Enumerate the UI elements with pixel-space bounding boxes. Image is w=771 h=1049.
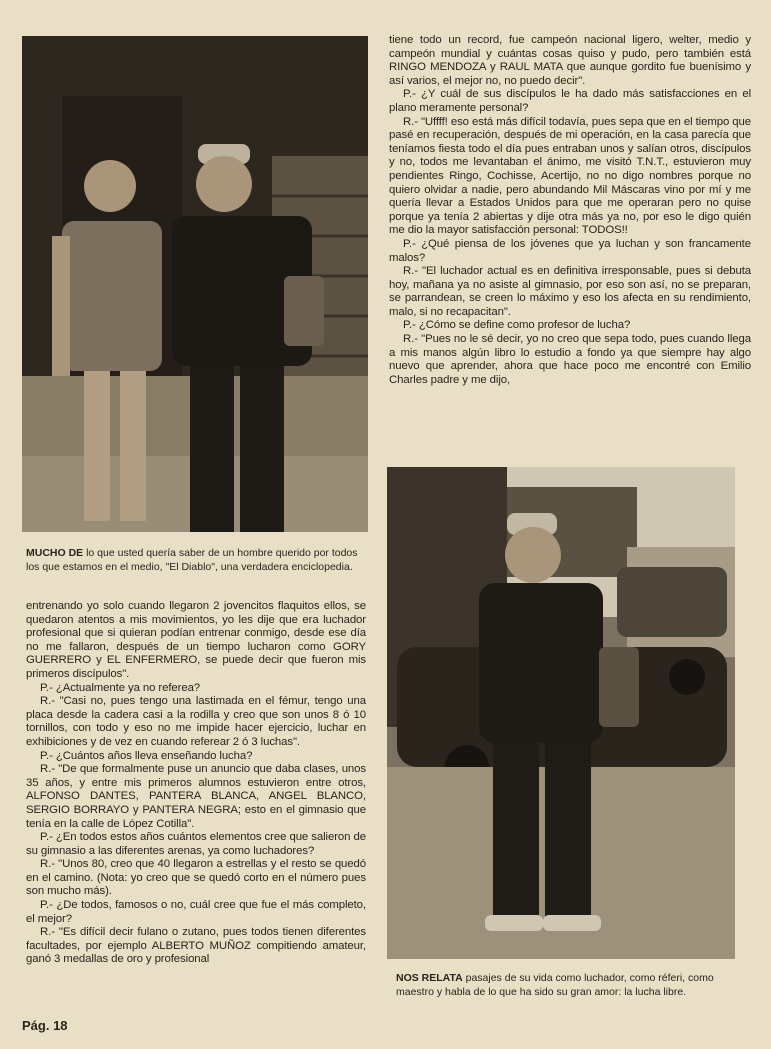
paragraph: P.- ¿Cuántos años lleva enseñando lucha?	[40, 749, 253, 762]
photo-two-men	[22, 36, 368, 532]
paragraph: R.- "El luchador actual es en definitiva irresponsable, pues si debuta hoy, mañana ya no asiste al gimnasio, por eso son así, no se preparan, se parrandean, se creen lo máximo y eso los afecta en su rendimiento, malo, si no recapacitan".	[389, 265, 751, 318]
photo-two-men-image	[22, 36, 368, 532]
photo-man-street-caption	[396, 971, 746, 999]
paragraph: P.- ¿Actualmente ya no referea?	[40, 681, 201, 694]
paragraph: R.- "Pues no le sé decir, yo no creo que sepa todo, pues cuando llega a mis manos algún libro lo estudio a fondo ya que siempre hay algo nuevo que aprender, ahora que hace poco me encontré con Emilio Charles padre y me dijo,	[389, 333, 751, 386]
paragraph: P.- ¿Y cuál de sus discípulos le ha dado más satisfacciones en el plano meramente personal?	[389, 88, 751, 114]
paragraph: R.- "Casi no, pues tengo una lastimada en el fémur, tengo una placa desde la cadera casi a la rodilla y creo que son unos 8 ó 10 tornillos, con todo y eso no me impide hacer ejercicio, luchar en exhibiciones y de vez en cuando referear 2 ó 3 luchas".	[26, 695, 366, 748]
photo-man-street-image	[387, 467, 735, 959]
paragraph: entrenando yo solo cuando llegaron 2 jovencitos flaquitos ellos, se quedaron atentos a mis movimientos, yo les dije que era luchador profesional que si quieran podían entrenar conmigo, desde ese día no me fallaron, después de un tiempo lucharon como GORY GUERRERO y EL ENFERMERO, se puede decir que fueron mis primeros discípulos".	[26, 600, 366, 680]
photo-man-street	[387, 467, 735, 959]
caption-lead: NOS RELATA	[396, 972, 463, 984]
paragraph: P.- ¿De todos, famosos o no, cuál cree que fue el más completo, el mejor?	[26, 899, 366, 925]
paragraph: P.- ¿En todos estos años cuántos elementos cree que salieron de su gimnasio a las diferentes arenas, ya como luchadores?	[26, 831, 366, 857]
left-text-column	[26, 600, 366, 967]
paragraph: R.- "Uffff! eso está más difícil todavía, pues sepa que en el tiempo que pasé en recuperación, después de mi operación, en la casa parecía que teníamos fiesta todo el día pues entraban unos y salían otros, discípulos y no, todos me levantaban el ánimo, me visitó T.N.T., estuvieron muy pendientes Ringo, Cochisse, Acertijo, no no digo nombres porque no quiero olvidar a nadie, pero abundando Mil Máscaras vino por mí y me quería llevar a Estados Unidos para que me operaran pero no quise porque ya tenía 2 abiertas y dije otra más ya no, por eso le digo quién me dio la mayor satisfacción personal: TODOS!!	[389, 115, 751, 237]
paragraph: P.- ¿Cómo se define como profesor de lucha?	[403, 319, 631, 332]
page-number: Pág. 18	[22, 1018, 68, 1033]
photo-two-men-caption	[26, 546, 366, 574]
paragraph: R.- "De que formalmente puse un anuncio que daba clases, unos 35 años, y entre mis primeros alumnos estuvieron entre otros, ALFONSO DANTES, PANTERA BLANCA, ANGEL BLANCO, SERGIO BORRAYO y PANTERA NEGRA; esto en el gimnasio que tenía en la calle de López Cotilla".	[26, 763, 366, 830]
caption-text: pasajes de su vida como luchador, como réferi, como maestro y habla de lo que ha sido su gran amor: la lucha libre.	[396, 972, 714, 998]
caption-lead: MUCHO DE	[26, 547, 84, 559]
paragraph: tiene todo un record, fue campeón nacional ligero, welter, medio y campeón mundial y cuántas cosas quiso y pudo, pero también está RINGO MENDOZA y RAUL MATA que aunque gordito fue buenísimo y así varios, el mejor no, no puedo decir".	[389, 34, 751, 87]
right-text-column	[389, 34, 751, 387]
paragraph: R.- "Es difícil decir fulano o zutano, pues todos tienen diferentes facultades, por ejemplo ALBERTO MUÑOZ compitiendo amateur, ganó 3 medallas de oro y profesional	[26, 926, 366, 966]
paragraph: P.- ¿Qué piensa de los jóvenes que ya luchan y son francamente malos?	[389, 237, 751, 264]
paragraph: R.- "Unos 80, creo que 40 llegaron a estrellas y el resto se quedó en el camino. (Nota: yo creo que se quedó corto en el número pues son mucho más).	[26, 858, 366, 898]
caption-text: lo que usted quería saber de un hombre querido por todos los que estamos en el medio, "El Diablo", una verdadera enciclopedia.	[26, 547, 358, 573]
